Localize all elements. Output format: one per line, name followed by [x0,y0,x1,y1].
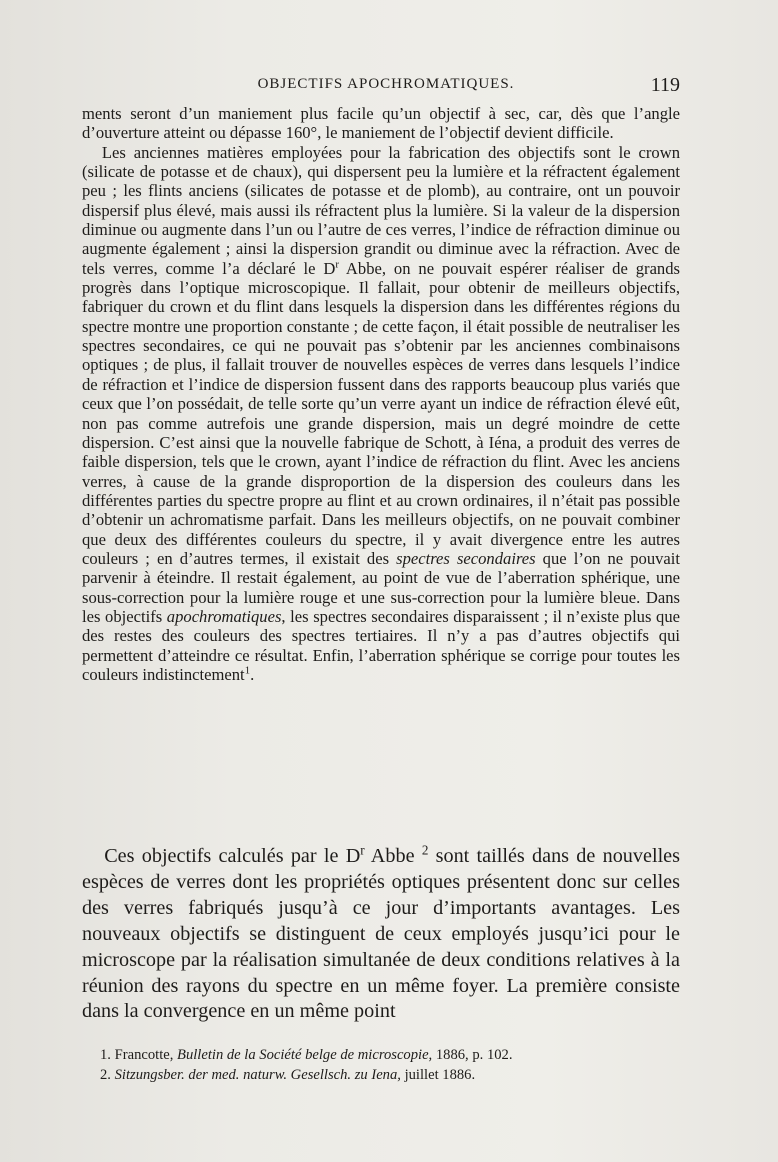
running-title: OBJECTIFS APOCHROMATIQUES. [257,76,515,92]
footnote-ref: 2 [421,842,429,858]
main-text [82,104,680,684]
paragraph-glass-dispersion [82,143,680,685]
footnote-details: juillet 1886. [404,1067,476,1083]
italic-term: apochromatiques [166,606,282,626]
footnote-details: 1886, p. 102. [435,1047,513,1063]
text-run: que l’on ne pouvait parvenir à éteindre. Il restait également, au point de vue de l’aberration sphérique, une sous-correction pour la lumière rouge et une sus-correction pour la lumière bleue. Dans les objectifs [82,548,681,626]
text-run: Les anciennes matières employées pour la fabrication des objectifs sont le crown (silicate de potasse et de chaux), qui dispersent peu la lumière et la réfractent également peu ; les flints anciens (silicates de potasse et de plomb), au contraire, ont un pouvoir dispersif plus élevé, mais aussi ils réfractent plus la lumière. Si la valeur de la dispersion diminue ou augmente dans l’un ou l’autre de ces verres, l’indice de réfraction diminue ou augmente également ; ainsi la dispersion grandit ou diminue avec la réfraction. Avec de tels verres, comme l’a déclaré le D [82,142,680,278]
superscript: r [335,258,339,271]
text-run: sont taillés dans de nouvelles espèces de verres dont les propriétés optiques présentent donc sur celles des verres fabriqués jusqu’à ce jour d’importants avantages. Les nouveaux objectifs se distinguent de ceux employés jusqu’ici pour le microscope par la réalisation simultanée de deux conditions relatives à la réunion des rayons du spectre en un même foyer. La première consiste dans la convergence en un même point [82,845,680,1023]
text-run: , les spectres secondaires disparaissent ; il n’existe plus que des restes des couleurs des spectres tertiaires. Il n’y a pas d’autres objectifs qui permettent d’atteindre ce résultat. Enfin, l’aberration sphérique se corrige pour toutes les couleurs indistinctement [82,606,680,684]
paragraph-continuation: ments seront d’un maniement plus facile qu’un objectif à sec, car, dès que l’angle d’ouverture atteint ou dépasse 160°, le maniement de l’objectif devient difficile. [82,104,680,143]
footnote-title: Sitzungsber. der med. naturw. Gesellsch. zu Iena, [114,1067,401,1083]
footnote-1 [100,1045,680,1065]
large-print-section [82,844,680,1025]
footnote-number: 2. [100,1067,111,1083]
text-run: . [250,664,255,684]
footnotes [100,1045,680,1085]
page-number: 119 [650,74,680,96]
footnote-title: Bulletin de la Société belge de microscopie, [177,1047,433,1063]
footnote-number: 1. [100,1047,111,1063]
footnote-2 [100,1065,680,1085]
page-header [82,76,680,100]
superscript: r [360,842,365,858]
footnote-author: Francotte, [114,1047,174,1063]
footnote-ref: 1 [244,664,251,677]
text-run: Abbe, on ne pouvait espérer réaliser de grands progrès dans l’optique microscopique. Il fallait, pour obtenir de meilleurs objectifs, fabriquer du crown et du flint dans lesquels la dispersion dans les différentes régions du spectre montre une proportion constante ; de cette façon, il était possible de neutraliser les spectres secondaires, ce qui ne pouvait pas s’obtenir par les anciennes combinaisons optiques ; de plus, il fallait trouver de nouvelles espèces de verres dans lesquels l’indice de réfraction et l’indice de dispersion fussent dans des rapports beaucoup plus variés que ceux que l’on possédait, de telle sorte qu’un verre ayant un indice de réfraction élevé eût, non pas comme autrefois une grande dispersion, mais un degré moindre de cette dispersion. C’est ainsi que la nouvelle fabrique de Schott, à Iéna, a produit des verres de faible dispersion, tels que le crown, ayant l’indice de réfraction du flint. Avec les anciens verres, à cause de la grande disproportion de la dispersion des couleurs dans les différentes parties du spectre propre au flint et au crown ordinaires, il n’était pas possible d’obtenir un achromatisme parfait. Dans les meilleurs objectifs, on ne pouvait combiner que deux des différentes couleurs du spectre, il y avait divergence entre les autres couleurs ; en d’autres termes, il existait des [82,258,680,568]
paragraph-abbe-objectives [82,844,680,1025]
italic-term: spectres secondaires [396,548,536,568]
text-run: Abbe [364,845,415,867]
text-run: Ces objectifs calculés par le D [104,845,361,867]
